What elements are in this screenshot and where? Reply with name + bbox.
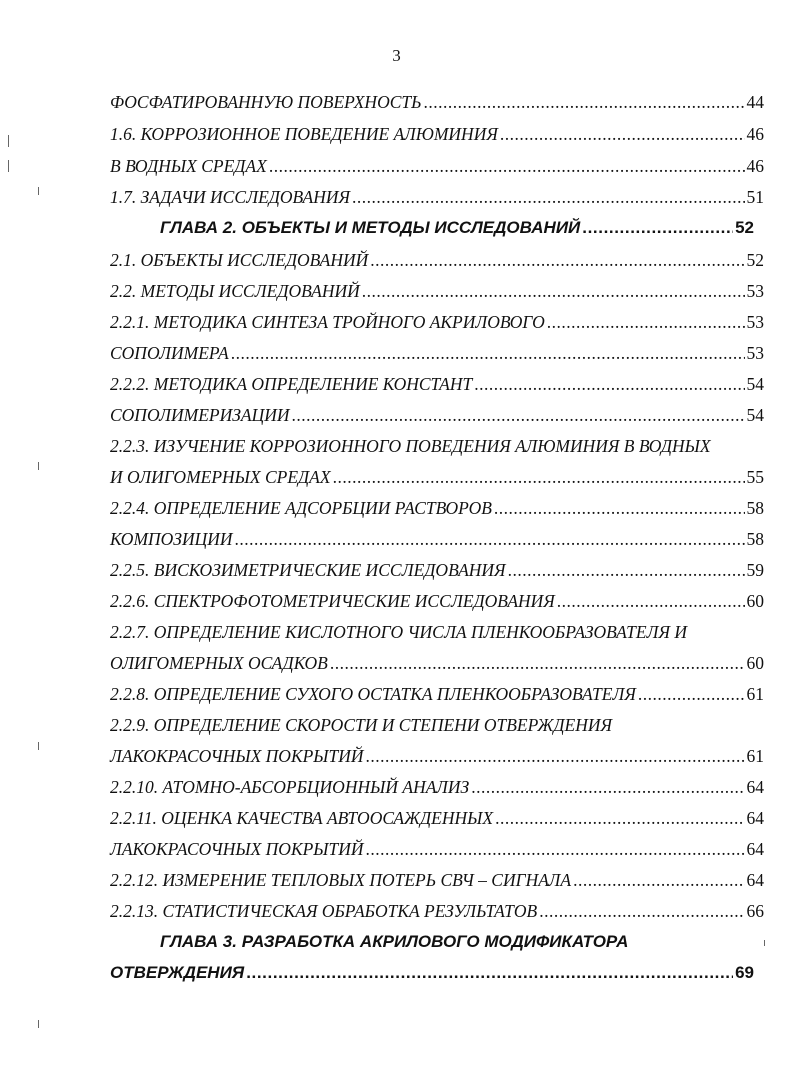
toc-entry-title: СОПОЛИМЕРИЗАЦИИ xyxy=(110,405,290,425)
dot-leader xyxy=(582,218,733,238)
toc-entry-page: 55 xyxy=(746,467,764,487)
toc-entry-title: 2.2.9. ОПРЕДЕЛЕНИЕ СКОРОСТИ И СТЕПЕНИ ОТВЕРЖДЕНИЯ xyxy=(110,715,612,735)
toc-entry-title: 2.2.7. ОПРЕДЕЛЕНИЕ КИСЛОТНОГО ЧИСЛА ПЛЕНКООБРАЗОВАТЕЛЯ И xyxy=(110,622,687,642)
toc-entry-title: В ВОДНЫХ СРЕДАХ xyxy=(110,156,267,176)
toc-entry xyxy=(110,343,764,367)
toc-entry xyxy=(110,467,764,491)
scan-margin-mark xyxy=(38,742,39,750)
dot-leader xyxy=(547,312,745,333)
dot-leader xyxy=(352,187,744,208)
toc-entry-title: И ОЛИГОМЕРНЫХ СРЕДАХ xyxy=(110,467,331,487)
toc-entry xyxy=(110,124,764,148)
toc-entry-title: ФОСФАТИРОВАННУЮ ПОВЕРХНОСТЬ xyxy=(110,92,422,112)
toc-entry xyxy=(110,746,764,770)
scan-margin-mark xyxy=(38,187,39,195)
scan-margin-mark xyxy=(8,135,9,147)
dot-leader xyxy=(423,92,744,113)
toc-entry-page: 53 xyxy=(746,281,764,301)
toc-entry-title: 2.2.12. ИЗМЕРЕНИЕ ТЕПЛОВЫХ ПОТЕРЬ СВЧ – СИГНАЛА xyxy=(110,870,572,890)
toc-entry-title: 2.2.6. СПЕКТРОФОТОМЕТРИЧЕСКИЕ ИССЛЕДОВАНИЯ xyxy=(110,591,555,611)
toc-entry-title: 2.2. МЕТОДЫ ИССЛЕДОВАНИЙ xyxy=(110,281,360,301)
toc-entry-title: 2.2.11. ОЦЕНКА КАЧЕСТВА АВТООСАЖДЕННЫХ xyxy=(110,808,494,828)
dot-leader xyxy=(474,374,744,395)
dot-leader xyxy=(638,684,745,705)
toc-entry-page: 59 xyxy=(746,560,764,580)
toc-entry-page: 51 xyxy=(746,187,764,207)
toc-entry-title: 2.2.13. СТАТИСТИЧЕСКАЯ ОБРАБОТКА РЕЗУЛЬТАТОВ xyxy=(110,901,538,921)
toc-entry-page: 53 xyxy=(746,343,764,363)
toc-entry-page: 64 xyxy=(746,808,764,828)
toc-entry xyxy=(110,312,764,336)
dot-leader xyxy=(539,901,744,922)
toc-entry-page: 52 xyxy=(746,250,764,270)
dot-leader xyxy=(557,591,745,612)
toc-entry-page: 66 xyxy=(746,901,764,921)
toc-entry xyxy=(110,92,764,116)
toc-entry-title: 2.2.4. ОПРЕДЕЛЕНИЕ АДСОРБЦИИ РАСТВОРОВ xyxy=(110,498,492,518)
toc-entry-title: ЛАКОКРАСОЧНЫХ ПОКРЫТИЙ xyxy=(110,746,364,766)
toc-entry-page: 58 xyxy=(746,498,764,518)
toc-entry-page: 46 xyxy=(746,124,764,144)
toc-entry-title: 2.2.5. ВИСКОЗИМЕТРИЧЕСКИЕ ИССЛЕДОВАНИЯ xyxy=(110,560,506,580)
dot-leader xyxy=(495,808,744,829)
toc-entry-page: 53 xyxy=(746,312,764,332)
dot-leader xyxy=(508,560,745,581)
toc-entry xyxy=(110,808,764,832)
toc-entry-title: ГЛАВА 2. ОБЪЕКТЫ И МЕТОДЫ ИССЛЕДОВАНИЙ xyxy=(160,218,581,237)
toc-entry xyxy=(110,187,764,211)
toc-entry xyxy=(110,156,764,180)
dot-leader xyxy=(471,777,744,798)
toc-entry-page: 64 xyxy=(746,777,764,797)
toc-entry xyxy=(110,622,764,646)
toc-entry xyxy=(110,250,764,274)
toc-entry-page: 60 xyxy=(746,653,764,673)
dot-leader xyxy=(333,467,745,488)
toc-entry xyxy=(110,870,764,894)
toc-entry-page: 64 xyxy=(746,839,764,859)
toc-entry xyxy=(110,560,764,584)
toc-entry-title: ОЛИГОМЕРНЫХ ОСАДКОВ xyxy=(110,653,328,673)
dot-leader xyxy=(292,405,745,426)
dot-leader xyxy=(231,343,745,364)
dot-leader xyxy=(573,870,744,891)
toc-entry-page: 52 xyxy=(735,218,754,237)
toc-entry xyxy=(110,436,764,460)
toc-chapter-entry xyxy=(160,932,754,956)
toc-entry-title: 2.2.3. ИЗУЧЕНИЕ КОРРОЗИОННОГО ПОВЕДЕНИЯ АЛЮМИНИЯ В ВОДНЫХ xyxy=(110,436,711,456)
dot-leader xyxy=(500,124,745,145)
dot-leader xyxy=(246,963,733,983)
scan-margin-mark xyxy=(764,940,765,946)
dot-leader xyxy=(370,250,744,271)
toc-entry-title: ЛАКОКРАСОЧНЫХ ПОКРЫТИЙ xyxy=(110,839,364,859)
dot-leader xyxy=(269,156,745,177)
toc-entry-page: 60 xyxy=(746,591,764,611)
toc-chapter-entry xyxy=(160,218,754,242)
toc-entry-page: 46 xyxy=(746,156,764,176)
toc-entry-title: ОТВЕРЖДЕНИЯ xyxy=(110,963,245,982)
toc-entry xyxy=(110,498,764,522)
dot-leader xyxy=(366,746,745,767)
toc-entry xyxy=(110,374,764,398)
toc-entry-page: 54 xyxy=(746,405,764,425)
page-number: 3 xyxy=(392,46,401,65)
scan-margin-mark xyxy=(38,462,39,470)
dot-leader xyxy=(362,281,745,302)
toc-entry-title: 1.6. КОРРОЗИОННОЕ ПОВЕДЕНИЕ АЛЮМИНИЯ xyxy=(110,124,498,144)
toc-entry-page: 44 xyxy=(746,92,764,112)
toc-entry xyxy=(110,839,764,863)
toc-entry-title: 2.1. ОБЪЕКТЫ ИССЛЕДОВАНИЙ xyxy=(110,250,369,270)
toc-entry-page: 54 xyxy=(746,374,764,394)
dot-leader xyxy=(494,498,745,519)
toc-entry xyxy=(110,281,764,305)
toc-entry-page: 61 xyxy=(746,684,764,704)
toc-entry-title: 2.2.8. ОПРЕДЕЛЕНИЕ СУХОГО ОСТАТКА ПЛЕНКООБРАЗОВАТЕЛЯ xyxy=(110,684,636,704)
toc-entry-title: ГЛАВА 3. РАЗРАБОТКА АКРИЛОВОГО МОДИФИКАТОРА xyxy=(160,932,629,951)
toc-entry-title: 2.2.2. МЕТОДИКА ОПРЕДЕЛЕНИЕ КОНСТАНТ xyxy=(110,374,473,394)
toc-entry xyxy=(110,777,764,801)
toc-entry xyxy=(110,405,764,429)
toc-entry xyxy=(110,715,764,739)
toc-entry-title: 2.2.10. АТОМНО-АБСОРБЦИОННЫЙ АНАЛИЗ xyxy=(110,777,470,797)
dot-leader xyxy=(330,653,745,674)
toc-entry-page: 58 xyxy=(746,529,764,549)
toc-entry-title: КОМПОЗИЦИИ xyxy=(110,529,233,549)
toc-entry-page: 69 xyxy=(735,963,754,982)
toc-entry xyxy=(110,529,764,553)
scan-margin-mark xyxy=(8,160,9,172)
toc-chapter-entry xyxy=(110,963,754,987)
scan-margin-mark xyxy=(38,1020,39,1028)
toc-entry xyxy=(110,901,764,925)
dot-leader xyxy=(366,839,745,860)
dot-leader xyxy=(235,529,745,550)
toc-entry-page: 64 xyxy=(746,870,764,890)
toc-entry-page: 61 xyxy=(746,746,764,766)
toc-entry xyxy=(110,653,764,677)
toc-entry-title: 2.2.1. МЕТОДИКА СИНТЕЗА ТРОЙНОГО АКРИЛОВОГО xyxy=(110,312,545,332)
toc-entry-title: 1.7. ЗАДАЧИ ИССЛЕДОВАНИЯ xyxy=(110,187,351,207)
toc-entry-title: СОПОЛИМЕРА xyxy=(110,343,229,363)
toc-entry xyxy=(110,684,764,708)
toc-entry xyxy=(110,591,764,615)
